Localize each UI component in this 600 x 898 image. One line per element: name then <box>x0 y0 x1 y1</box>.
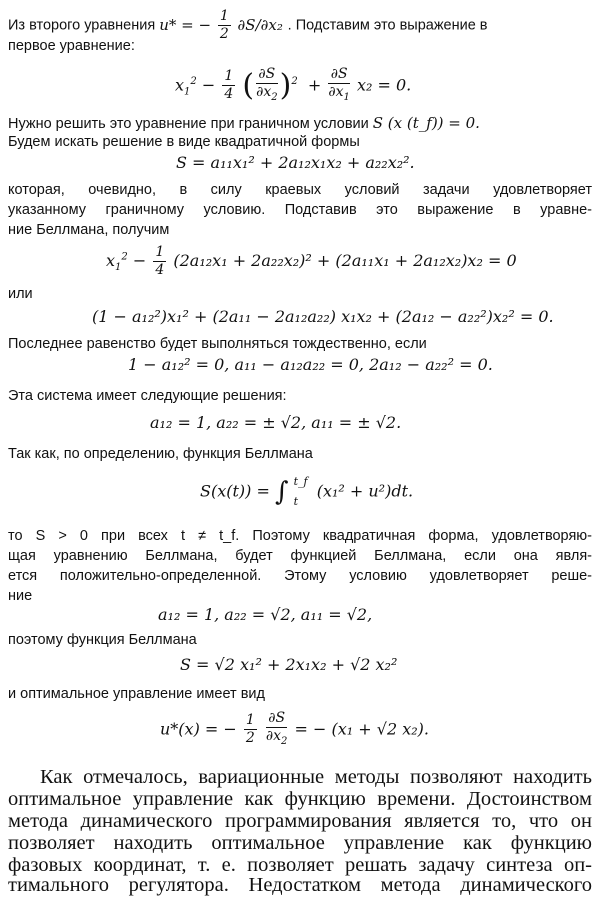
text-segment: ние <box>8 588 33 604</box>
text-segment: . Подставим это выражение в <box>287 17 488 34</box>
equation-expanded: (1 − a₁₂²)x₁² + (2a₁₁ − 2a₁₂a₂₂) x₁x₂ + (2a₁₂ − a₂₂²)x₂² = 0. <box>92 307 554 326</box>
text-line <box>8 872 592 898</box>
math-text: u*(x) = − <box>160 719 237 739</box>
integral-sign: ∫ <box>274 477 289 507</box>
text-segment: или <box>8 286 33 302</box>
text-line <box>8 132 592 152</box>
math-text: S(x(t)) = <box>200 481 270 501</box>
text-segment: первое уравнение: <box>8 38 135 54</box>
text-line <box>8 526 592 546</box>
math-text: u* = − <box>159 15 212 34</box>
equation-substituted: $x_1^2$ − $\frac{1}{4}$ (2a₁₂x₁ + 2a₂₂x₂)² + (2a₁₁x₁ + 2a₁₂x₂)x₂ = 0 <box>106 244 517 278</box>
text-segment: которая, очевидно, в силу краевых условий задачи удовлетворяет <box>8 182 592 198</box>
text-segment: оптимальное управление как функцию времени. Достоинством <box>8 788 592 810</box>
text-line <box>8 586 592 606</box>
text-segment: поэтому функция Беллмана <box>8 632 197 648</box>
text-segment: ние Беллмана, получим <box>8 222 170 238</box>
text-line <box>8 684 592 704</box>
text-line <box>8 386 592 406</box>
fraction-numerator: 1 <box>219 8 229 24</box>
text-segment: ется положительно-определенной. Этому условию удовлетворяет реше- <box>8 568 592 584</box>
text-segment: и оптимальное управление имеет вид <box>8 686 265 702</box>
text-segment: Эта система имеет следующие решения: <box>8 388 287 404</box>
fraction: $\frac{1}{2}$ <box>245 712 255 747</box>
math-text: (x₁² + u²)dt. <box>316 481 414 501</box>
math-text: = − (x₁ + √2 x₂). <box>294 719 429 739</box>
integral-upper-limit: t_f <box>293 475 308 488</box>
text-line <box>8 630 592 650</box>
equation-positive-solution: a₁₂ = 1, a₂₂ = √2, a₁₁ = √2, <box>158 605 373 624</box>
fraction: $\frac{\partial S}{\partial x_2}$ <box>256 66 278 103</box>
text-segment: то S > 0 при всех t ≠ t_f. Поэтому квадратичная форма, удовлетворяю- <box>8 528 592 544</box>
text-line <box>8 220 592 240</box>
equation-quadratic-form: S = a₁₁x₁² + 2a₁₂x₁x₂ + a₂₂x₂². <box>176 153 415 172</box>
text-segment: Последнее равенство будет выполняться тождественно, если <box>8 336 427 352</box>
text-segment: метода динамического программирования является то, что он <box>8 810 592 832</box>
text-line <box>8 284 592 304</box>
text-segment: фазовых координат, т. е. позволяет решать задачу синтеза оп- <box>8 854 592 876</box>
equation-optimal-control <box>160 710 429 750</box>
text-segment: Из второго уравнения <box>8 17 156 34</box>
equation-bellman-integral <box>200 476 413 508</box>
text-line <box>8 36 592 56</box>
text-line <box>8 566 592 586</box>
fraction: $\frac{\partial S}{\partial x_2}$ <box>265 710 288 747</box>
equation-system: 1 − a₁₂² = 0, a₁₁ − a₁₂a₂₂ = 0, 2a₁₂ − a₂₂² = 0. <box>128 355 493 374</box>
text-segment: Так как, по определению, функция Беллмана <box>8 446 313 462</box>
equation-inline <box>159 8 287 42</box>
text-segment: позволяет находить оптимальное управление как функцию <box>8 832 592 854</box>
text-segment: Будем искать решение в виде квадратичной формы <box>8 134 360 150</box>
equation-bellman-function: S = √2 x₁² + 2x₁x₂ + √2 x₂² <box>180 655 398 674</box>
equation-1: $x_1^2$ − $\frac{1}{4}$ ( $\frac{\partial S}{\partial x_2}$ )$^2$ + $\frac{\partial S}{\partial x_1}$ x₂ = 0. <box>175 66 411 106</box>
text-line <box>8 200 592 220</box>
fraction: $\frac{1}{4}$ <box>155 244 165 278</box>
text-line <box>8 444 592 464</box>
fraction: $\frac{\partial S}{\partial x_1}$ <box>328 66 350 103</box>
text-segment: Нужно решить это уравнение при граничном условии <box>8 116 369 132</box>
text-line <box>8 180 592 200</box>
math-text: (2a₁₂x₁ + 2a₂₂x₂)² + (2a₁₁x₁ + 2a₁₂x₂)x₂ = 0 <box>173 251 517 270</box>
text-segment: указанному граничному условию. Подставив это выражение в уравне- <box>8 202 592 218</box>
text-line <box>8 334 592 354</box>
text-line <box>8 112 592 134</box>
equation-solutions: a₁₂ = 1, a₂₂ = ± √2, a₁₁ = ± √2. <box>150 413 402 432</box>
text-segment: Как отмечалось, вариационные методы позволяют находить <box>40 766 592 788</box>
integral-lower-limit: t <box>293 495 299 508</box>
math-text: x₂ = 0. <box>356 75 412 95</box>
math-text: S (x (t_f)) = 0. <box>372 114 480 132</box>
text-line <box>8 546 592 566</box>
fraction-denominator: 2 <box>219 26 229 42</box>
math-text: ∂S/∂x₂ <box>237 15 283 34</box>
integral-limits <box>294 476 308 508</box>
text-segment: тимального регулятора. Недостатком метода динамического <box>8 874 592 896</box>
text-segment: щая уравнению Беллмана, будет функцией Беллмана, если она явля- <box>8 548 592 564</box>
fraction: $\frac{1}{4}$ <box>224 68 234 103</box>
